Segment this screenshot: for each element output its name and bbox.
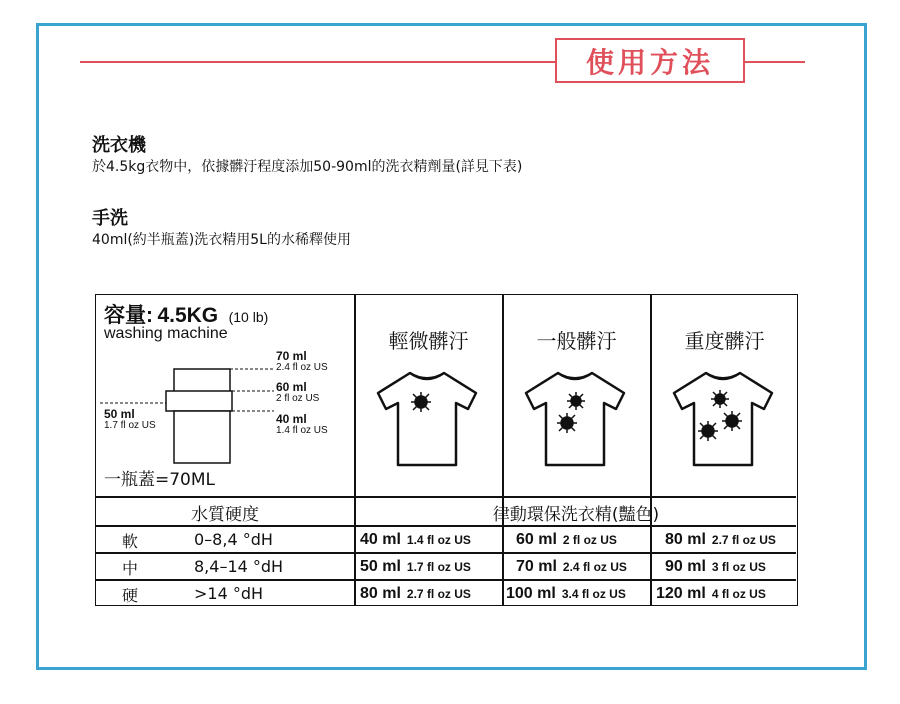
dose-cell: 50 ml 1.7 fl oz US — [360, 558, 471, 575]
dose-cell: 70 ml 2.4 fl oz US — [516, 558, 627, 575]
tshirt-heavy-stain-icon — [668, 369, 778, 469]
soil-level-normal: 一般髒汙 — [536, 329, 617, 353]
dosage-table — [95, 294, 798, 606]
capacity-lb: (10 lb) — [228, 309, 269, 325]
header-rule-right — [745, 61, 805, 63]
dose-cell: 90 ml 3 fl oz US — [665, 558, 766, 575]
cap-mark-70: 70 ml 2.4 fl oz US — [276, 349, 328, 373]
dose-cell: 100 ml 3.4 fl oz US — [506, 585, 626, 602]
hand-wash-title: 手洗 — [92, 208, 128, 229]
hardness-medium-label: 中 — [122, 559, 139, 578]
detergent-header: 律動環保洗衣精(豔色) — [492, 505, 660, 525]
grid-line — [96, 496, 796, 498]
hardness-hard-label: 硬 — [122, 586, 139, 605]
grid-line — [96, 552, 796, 554]
hardness-medium-range: 8,4–14 °dH — [194, 557, 284, 576]
grid-line — [96, 525, 796, 527]
dose-cell: 40 ml 1.4 fl oz US — [360, 531, 471, 548]
dose-cell: 80 ml 2.7 fl oz US — [665, 531, 776, 548]
dose-cell: 80 ml 2.7 fl oz US — [360, 585, 471, 602]
tshirt-normal-stain-icon — [520, 369, 630, 469]
hardness-soft-label: 軟 — [122, 532, 139, 551]
dose-cell: 120 ml 4 fl oz US — [656, 585, 766, 602]
capacity-value: 4.5KG — [157, 304, 219, 327]
cap-note: 一瓶蓋=70ML — [104, 470, 216, 490]
hand-wash-text: 40ml(約半瓶蓋)洗衣精用5L的水稀釋使用 — [92, 232, 351, 248]
machine-label: washing machine — [104, 325, 228, 342]
header-rule-left — [80, 61, 555, 63]
soil-level-heavy: 重度髒汙 — [684, 329, 765, 353]
dose-cell: 60 ml 2 fl oz US — [516, 531, 617, 548]
page-title: 使用方法 — [555, 38, 745, 83]
cap-mark-40: 40 ml 1.4 fl oz US — [276, 412, 328, 436]
washing-machine-title: 洗衣機 — [92, 135, 146, 156]
hardness-header: 水質硬度 — [191, 505, 259, 525]
washing-machine-text: 於4.5kg衣物中，依據髒汙程度添加50-90ml的洗衣精劑量(詳見下表) — [92, 159, 523, 175]
cap-mark-50: 50 ml 1.7 fl oz US — [104, 407, 156, 431]
soil-level-light: 輕微髒汙 — [388, 329, 469, 353]
hardness-hard-range: >14 °dH — [194, 584, 264, 603]
tshirt-light-stain-icon — [372, 369, 482, 469]
hardness-soft-range: 0–8,4 °dH — [194, 530, 273, 549]
cap-mark-60: 60 ml 2 fl oz US — [276, 380, 320, 404]
grid-line — [96, 579, 796, 581]
capacity-label: 容量: — [104, 304, 153, 327]
